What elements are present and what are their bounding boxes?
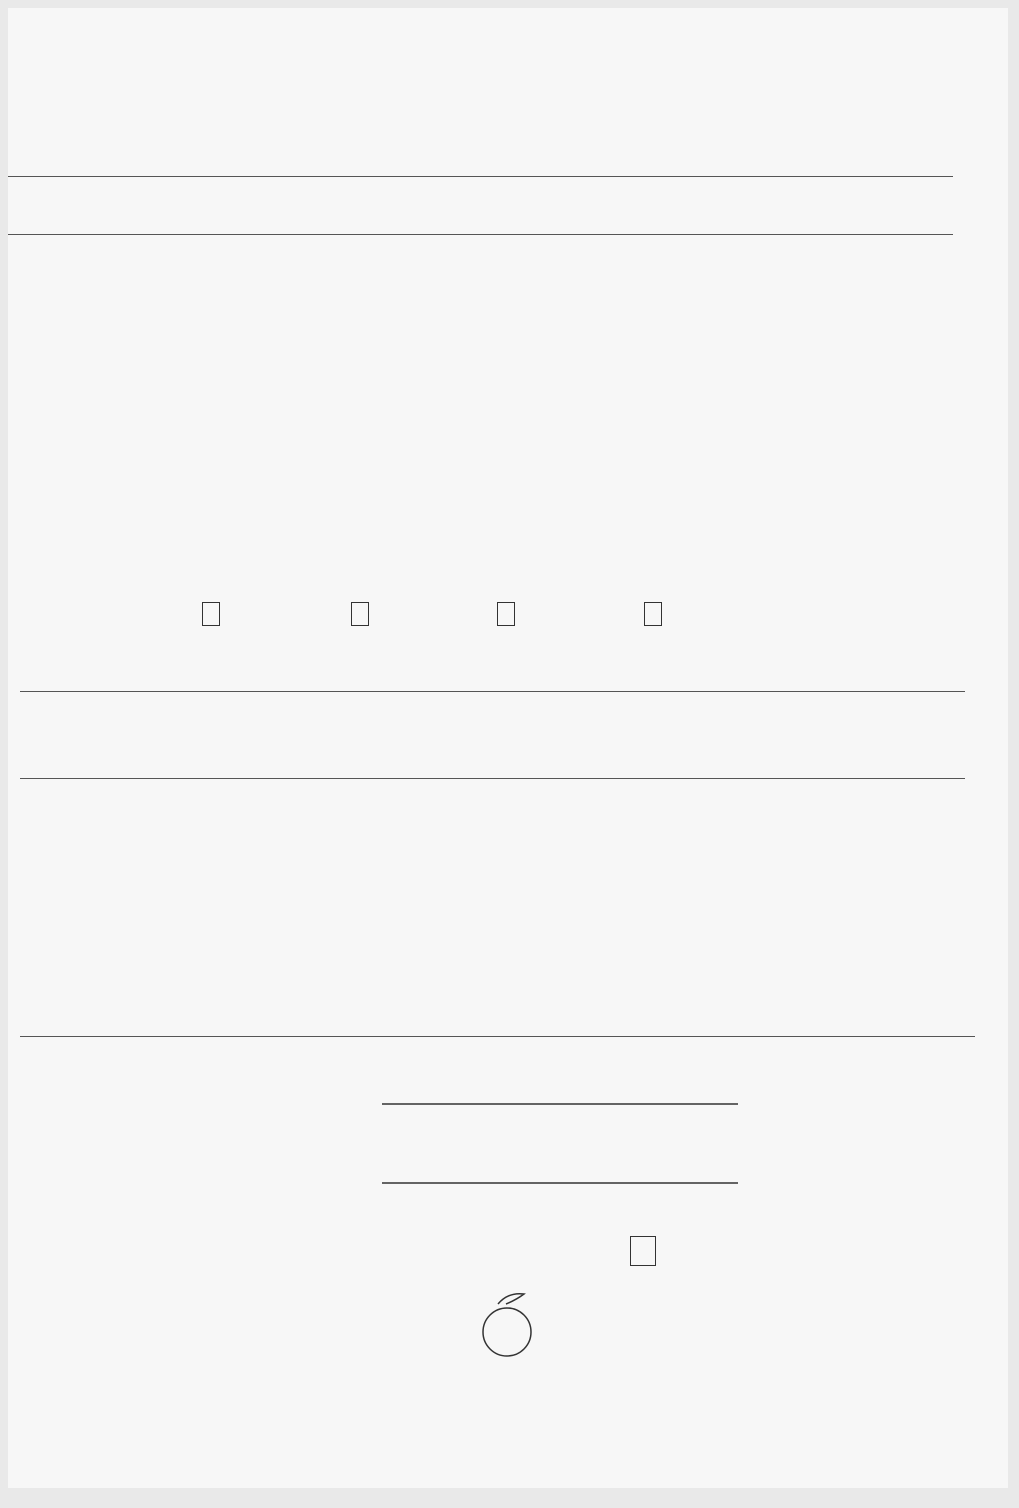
cube-row <box>298 843 608 935</box>
divider <box>8 234 953 235</box>
equation-4 <box>630 600 675 628</box>
divider <box>20 691 965 692</box>
maria-beads <box>382 1153 738 1213</box>
answer-box[interactable] <box>351 602 369 626</box>
equation-3 <box>483 600 528 628</box>
divider <box>20 778 965 779</box>
comparison-box[interactable] <box>630 1236 656 1266</box>
divider <box>20 1036 975 1037</box>
answer-box[interactable] <box>497 602 515 626</box>
badge-circle <box>483 1308 531 1356</box>
page-number-badge <box>476 1288 538 1362</box>
answer-box[interactable] <box>644 602 662 626</box>
divider-top <box>8 176 953 177</box>
leaf-icon <box>498 1294 524 1304</box>
worksheet-page <box>8 8 1008 1488</box>
answer-box[interactable] <box>202 602 220 626</box>
comparison <box>618 1236 668 1266</box>
equation-1 <box>188 600 233 628</box>
equation-2 <box>337 600 382 628</box>
eleni-beads <box>382 1074 738 1134</box>
